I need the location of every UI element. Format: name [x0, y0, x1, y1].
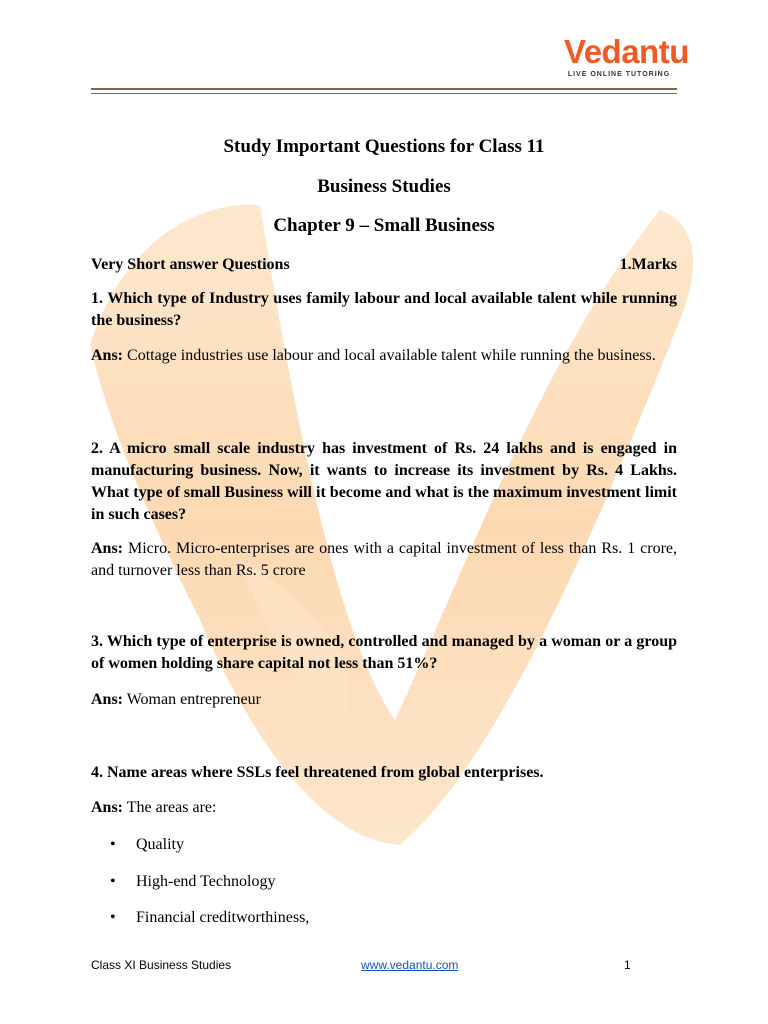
question-1: 1. Which type of Industry uses family labour and local available talent while running the business? — [91, 290, 677, 329]
list-item-text: Financial creditworthiness, — [136, 909, 310, 926]
logo-wordmark: Vedantu — [564, 33, 689, 70]
answer-text: The areas are: — [126, 799, 217, 816]
header-rule-thin — [91, 93, 677, 94]
list-item — [110, 907, 309, 929]
bullet-icon: • — [110, 909, 116, 926]
question-3: 3. Which type of enterprise is owned, controlled and managed by a woman or a group of women holding share capital not less than 51%? — [91, 633, 677, 672]
question-4: 4. Name areas where SSLs feel threatened from global enterprises. — [91, 764, 544, 781]
answer-label: Ans: — [91, 691, 124, 708]
section-label: Very Short answer Questions — [91, 256, 290, 273]
subject-title: Business Studies — [317, 176, 451, 197]
answer-2 — [91, 538, 677, 582]
logo-tagline: LIVE ONLINE TUTORING — [567, 71, 671, 78]
list-item-text: Quality — [136, 836, 184, 853]
bullet-icon: • — [110, 836, 116, 853]
header-rule-thick — [91, 88, 677, 90]
bullet-icon: • — [110, 873, 116, 890]
answer-label: Ans: — [91, 540, 124, 557]
footer-website-link[interactable]: www.vedantu.com — [361, 958, 459, 972]
chapter-title: Chapter 9 – Small Business — [273, 215, 495, 236]
answer-label: Ans: — [91, 347, 124, 364]
answer-text: Micro. Micro-enterprises are ones with a capital investment of less than Rs. 1 crore, and turnover less than Rs. 5 crore — [91, 540, 677, 579]
answer-1 — [91, 345, 677, 367]
answer-text: Woman entrepreneur — [126, 691, 261, 708]
section-header — [91, 255, 677, 275]
section-marks: 1.Marks — [619, 256, 677, 273]
answer-text: Cottage industries use labour and local available talent while running the business. — [127, 347, 656, 364]
answer-label: Ans: — [91, 799, 124, 816]
vedantu-logo — [564, 33, 689, 80]
answer-3 — [91, 689, 677, 711]
page-number: 1 — [624, 958, 631, 972]
list-item-text: High-end Technology — [136, 873, 276, 890]
question-2: 2. A micro small scale industry has investment of Rs. 24 lakhs and is engaged in manufacturing business. Now, it wants to increase its investment by Rs. 4 Lakhs. What type of small Business will it become and what is the maximum investment limit in such cases? — [91, 440, 677, 523]
footer-course-label: Class XI Business Studies — [91, 958, 232, 972]
list-item — [110, 871, 275, 893]
answer-4 — [91, 797, 677, 819]
list-item — [110, 834, 184, 856]
document-title: Study Important Questions for Class 11 — [223, 136, 545, 157]
